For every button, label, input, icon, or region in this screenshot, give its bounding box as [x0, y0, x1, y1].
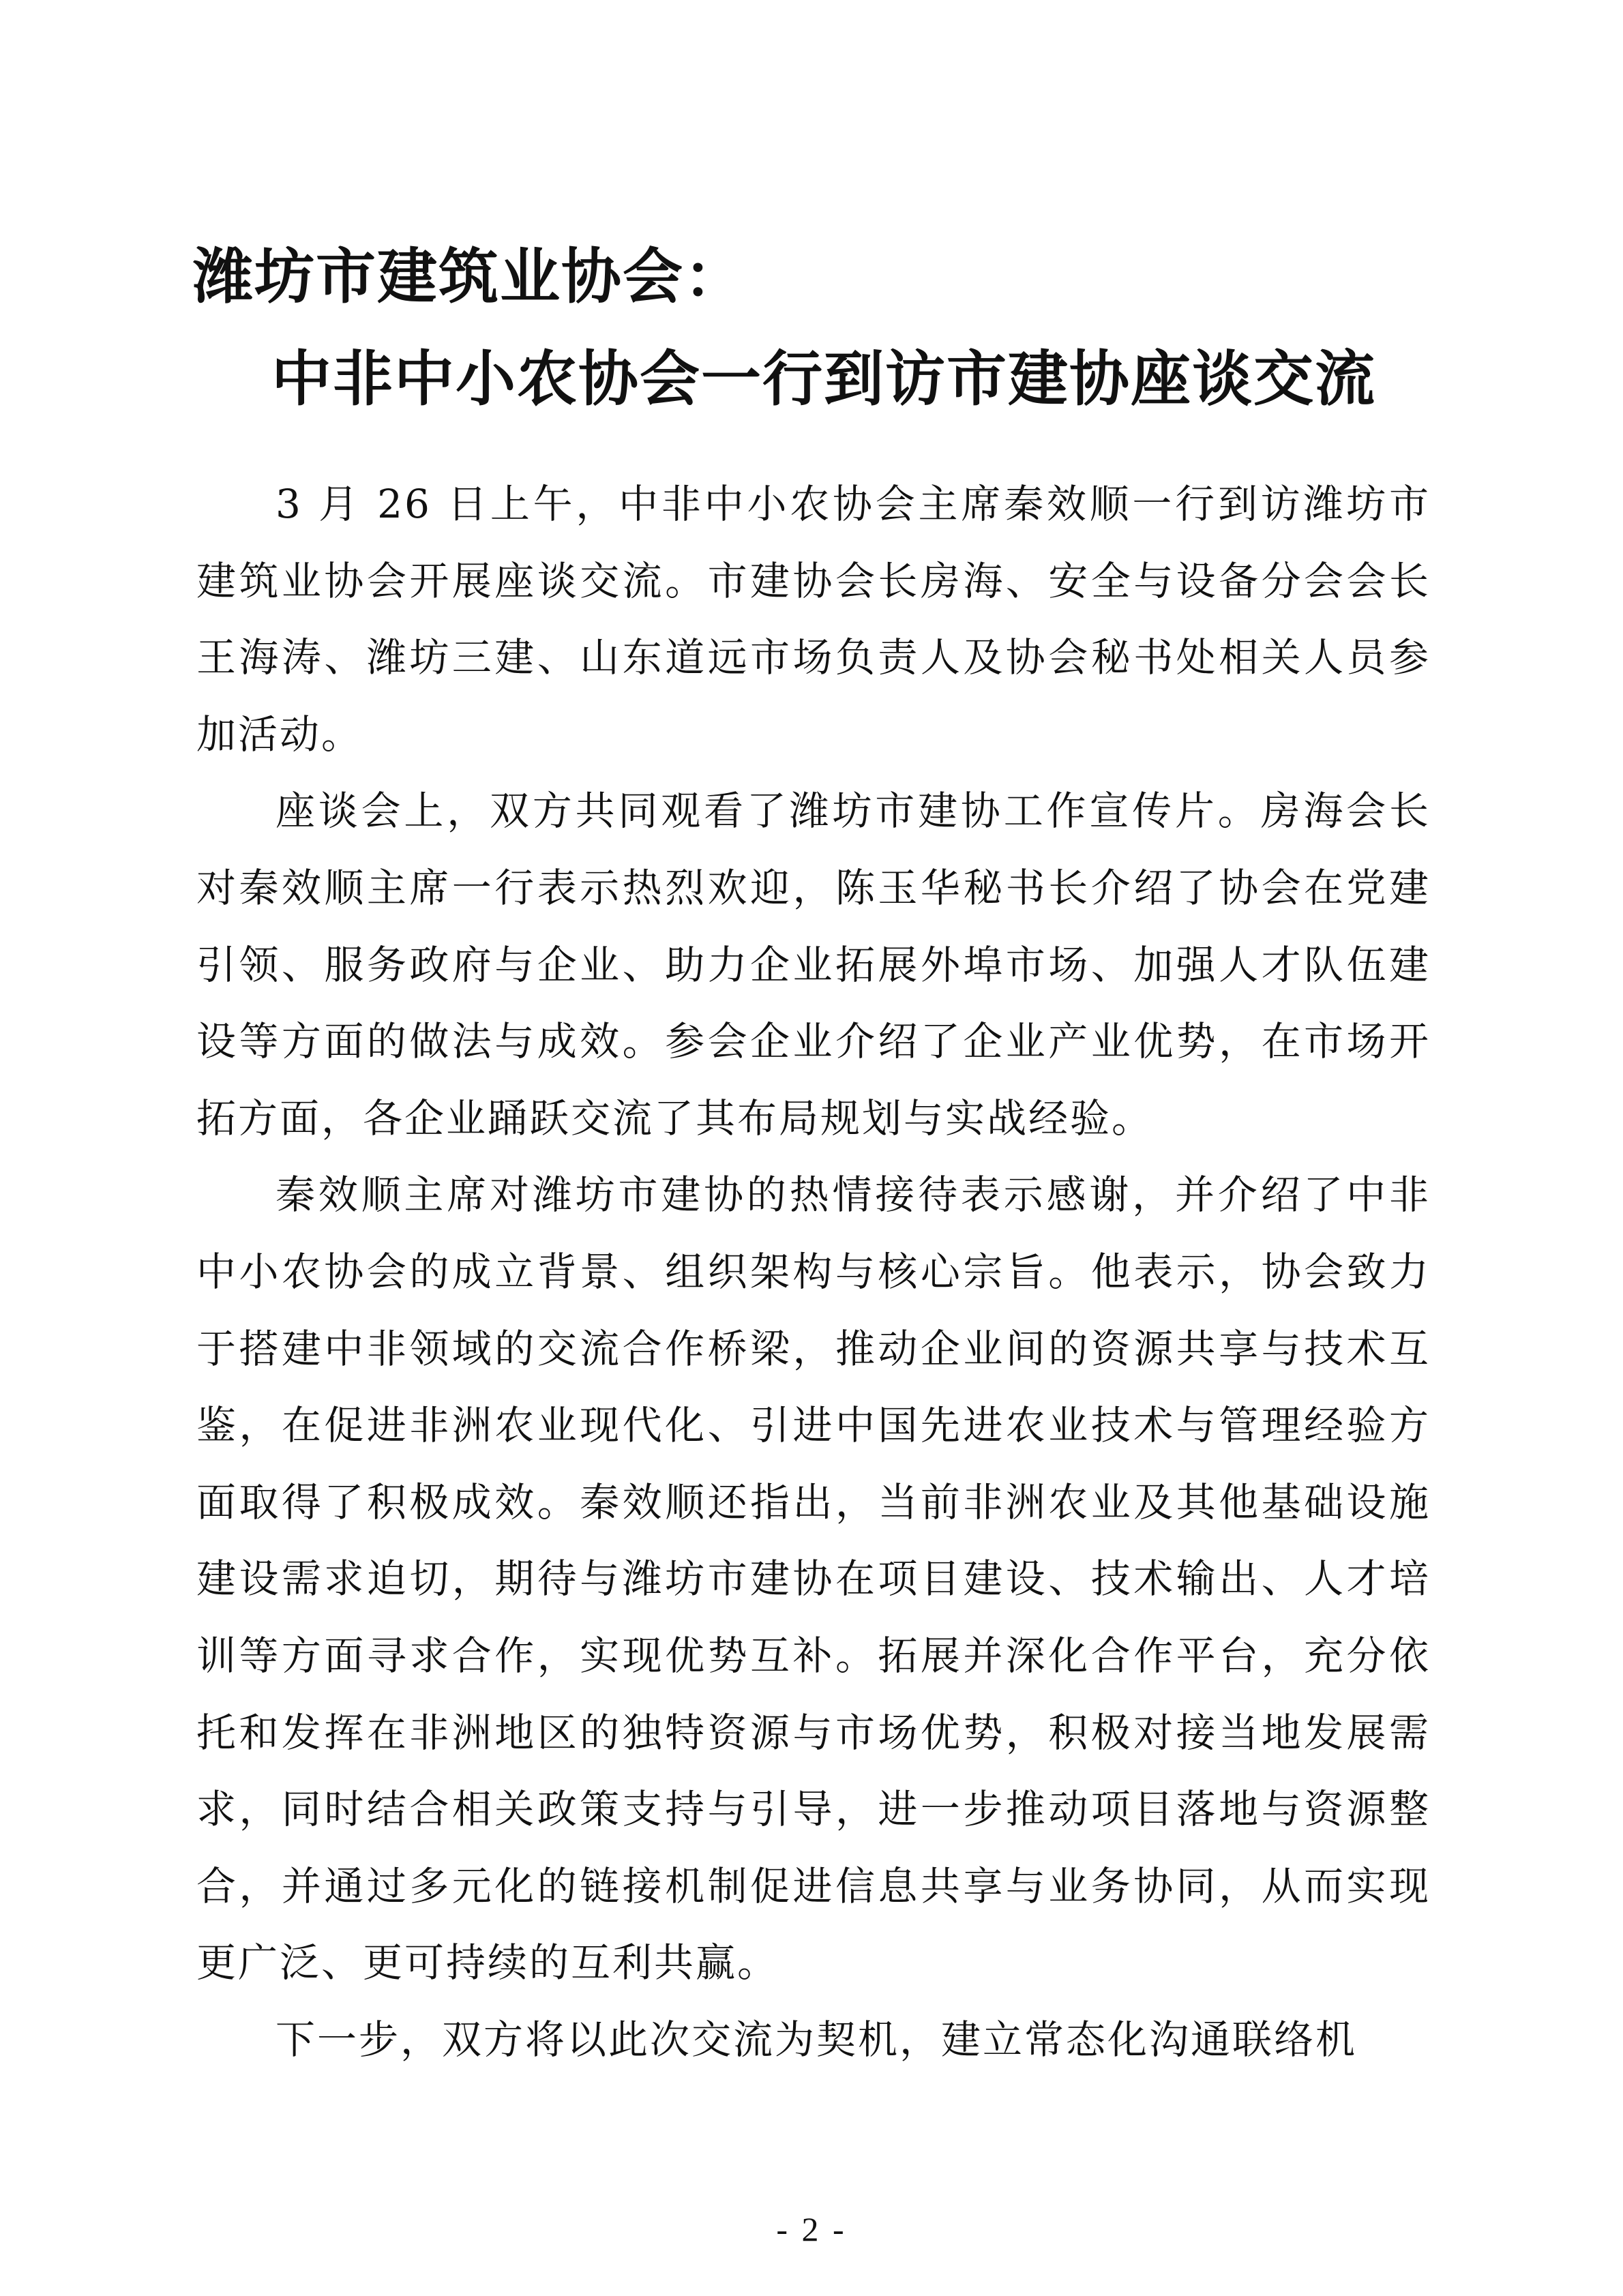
paragraph-3: 秦效顺主席对潍坊市建协的热情接待表示感谢，并介绍了中非中小农协会的成立背景、组织架构与核心宗旨。他表示，协会致力于搭建中非领域的交流合作桥梁，推动企业间的资源共享与技术互鉴，在促进非洲农业现代化、引进中国先进农业技术与管理经验方面取得了积极成效。秦效顺还指出，当前非洲农业及其他基础设施建设需求迫切，期待与潍坊市建协在项目建设、技术输出、人才培训等方面寻求合作，实现优势互补。拓展并深化合作平台，充分依托和发挥在非洲地区的独特资源与市场优势，积极对接当地发展需求，同时结合相关政策支持与引导，进一步推动项目落地与资源整合，并通过多元化的链接机制促进信息共享与业务协同，从而实现更广泛、更可持续的互利共赢。: [196, 1172, 1431, 1986]
article-title: [193, 225, 1489, 430]
title-line-1: 潍坊市建筑业协会：: [193, 241, 746, 312]
paragraph-1: 3 月 26 日上午，中非中小农协会主席秦效顺一行到访潍坊市建筑业协会开展座谈交流。市建协会长房海、安全与设备分会会长王海涛、潍坊三建、山东道远市场负责人及协会秘书处相关人员参加活动。: [196, 481, 1431, 758]
title-line-2: 中非中小农协会一行到访市建协座谈交流: [271, 343, 1377, 414]
page-number: - 2 -: [776, 2210, 847, 2248]
article-body: [196, 466, 1431, 2078]
paragraph-2: 座谈会上，双方共同观看了潍坊市建协工作宣传片。房海会长对秦效顺主席一行表示热烈欢迎，陈玉华秘书长介绍了协会在党建引领、服务政府与企业、助力企业拓展外埠市场、加强人才队伍建设等方面的做法与成效。参会企业介绍了企业产业优势，在市场开拓方面，各企业踊跃交流了其布局规划与实战经验。: [196, 788, 1431, 1142]
paragraph-4: 下一步，双方将以此次交流为契机，建立常态化沟通联络机: [276, 2016, 1358, 2063]
